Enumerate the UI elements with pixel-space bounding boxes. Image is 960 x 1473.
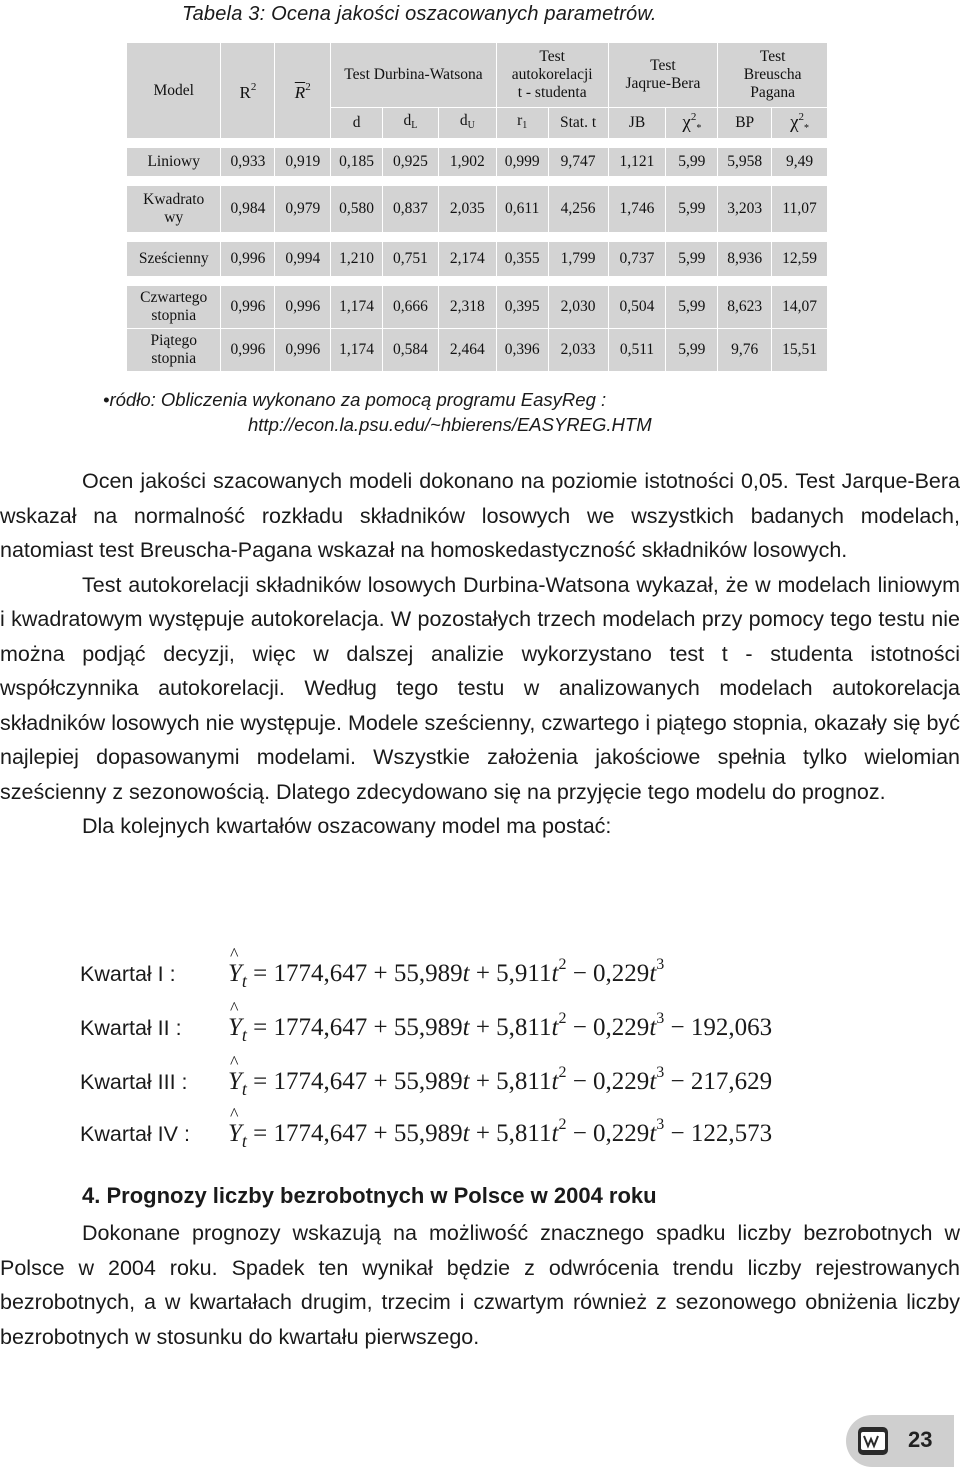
cell: 3,203 — [718, 186, 772, 233]
cell: 0,996 — [221, 286, 275, 329]
cell: 2,035 — [438, 186, 496, 233]
cell: 0,919 — [275, 148, 331, 177]
cell: 8,623 — [718, 286, 772, 329]
header-d: d — [331, 108, 383, 139]
cell: 1,799 — [548, 242, 608, 277]
cell: 5,99 — [666, 186, 718, 233]
cell: 2,174 — [438, 242, 496, 277]
table-caption: Tabela 3: Ocena jakości oszacowanych parametrów. — [182, 3, 657, 25]
header-chi-bp: $\chi^2_*$ — [772, 108, 828, 139]
stats-table-wrapper — [126, 42, 828, 367]
publisher-logo-icon — [858, 1427, 888, 1455]
row-model: Liniowy — [127, 148, 221, 177]
cell: 2,464 — [438, 329, 496, 372]
cell: 0,511 — [608, 329, 666, 372]
section-paragraph: Dokonane prognozy wskazują na możliwość znacznego spadku liczby bezrobotnych w Polsce w 2004 roku. Spadek ten wynikał będzie z odwrócenia trendu liczby rejestrowanych bezrobotnych, a w kwartałach drugim, trzecim i czwartym również z sezonowego obniżenia liczby bezrobotnych w stosunku do kwartału pierwszego. — [0, 1221, 960, 1349]
header-autocorrelation: Test autokorelacji t - studenta — [496, 43, 608, 108]
table-row — [127, 286, 828, 329]
formula-q3: Kwartał III : ^ $Y_t = 1774,647 + 55,989t + 5,811t^2 - 0,229t^3 - 217,629$ — [80, 1052, 773, 1099]
cell: 0,611 — [496, 186, 548, 233]
cell: 2,033 — [548, 329, 608, 372]
header-bp: BP — [718, 108, 772, 139]
cell: 1,121 — [608, 148, 666, 177]
source-line-1: •ródło: Obliczenia wykonano za pomocą programu EasyReg : — [103, 389, 607, 410]
cell: 9,747 — [548, 148, 608, 177]
cell: 0,837 — [383, 186, 439, 233]
cell: 0,751 — [383, 242, 439, 277]
cell: 0,355 — [496, 242, 548, 277]
cell: 4,256 — [548, 186, 608, 233]
header-jarque-bera: Test Jaqrue-Bera — [608, 43, 718, 108]
header-chi-jb: $\chi^2_*$ — [666, 108, 718, 139]
header-r2: $R^2$ — [221, 43, 275, 139]
table-row — [127, 329, 828, 372]
paragraph-3: Dla kolejnych kwartałów oszacowany model ma postać: — [82, 814, 612, 838]
paragraph-2: Test autokorelacji składników losowych Durbina-Watsona wykazał, że w modelach liniowym i kwadratowym występuje autokorelacja. W pozostałych trzech modelach przy pomocy tego testu nie można podjąć decyzji, więc w dalszej analizie wykorzystano test t - studenta istotności współczynnika autokorelacji. Według tego testu w analizowanych modelach autokorelacja składników losowych nie występuje. Modele sześcienny, czwartego i piątego stopnia, okazały się być najlepiej dopasowanymi modelami. Wszystkie założenia jakościowe spełnia tylko wielomian sześcienny z sezonowością. Dlatego zdecydowano się na przyjęcie tego modelu do prognoz. — [0, 572, 960, 804]
cell: 0,984 — [221, 186, 275, 233]
cell: 0,933 — [221, 148, 275, 177]
header-jb: JB — [608, 108, 666, 139]
cell: 5,958 — [718, 148, 772, 177]
cell: 1,174 — [331, 286, 383, 329]
page-number: 23 — [908, 1427, 933, 1452]
cell: 5,99 — [666, 329, 718, 372]
cell: 0,996 — [221, 329, 275, 372]
header-stat-t: Stat. t — [548, 108, 608, 139]
formula-q1: Kwartał I : ^ $Y_t = 1774,647 + 55,989t + 5,911t^2 - 0,229t^3$ — [80, 944, 665, 991]
section-heading: 4. Prognozy liczby bezrobotnych w Polsce w 2004 roku — [82, 1183, 657, 1208]
header-breusch-pagan: Test Breuscha Pagana — [718, 43, 828, 108]
cell: 0,996 — [221, 242, 275, 277]
paragraph-1: Ocen jakości szacowanych modeli dokonano na poziomie istotności 0,05. Test Jarque-Bera wskazał na normalność rozkładu składników losowych we wszystkich badanych modelach, natomiast test Breuscha-Pagana wskazał na homoskedastyczność składników losowych. — [0, 469, 960, 562]
cell: 0,999 — [496, 148, 548, 177]
cell: 0,185 — [331, 148, 383, 177]
cell: 0,994 — [275, 242, 331, 277]
header-model: Model — [127, 43, 221, 139]
cell: 11,07 — [772, 186, 828, 233]
header-r1: $r_1$ — [496, 108, 548, 139]
row-model: Czwartego stopnia — [127, 286, 221, 329]
cell: 14,07 — [772, 286, 828, 329]
cell: 9,49 — [772, 148, 828, 177]
cell: 5,99 — [666, 242, 718, 277]
cell: 0,996 — [275, 286, 331, 329]
header-du: $d_U$ — [438, 108, 496, 139]
stats-table — [126, 42, 828, 372]
header-dl: $d_L$ — [383, 108, 439, 139]
cell: 5,99 — [666, 148, 718, 177]
cell: 0,925 — [383, 148, 439, 177]
header-durbin-watson: Test Durbina-Watsona — [331, 43, 497, 108]
cell: 1,746 — [608, 186, 666, 233]
cell: 0,580 — [331, 186, 383, 233]
cell: 0,504 — [608, 286, 666, 329]
source-note — [103, 387, 652, 437]
cell: 2,318 — [438, 286, 496, 329]
cell: 0,666 — [383, 286, 439, 329]
table-row — [127, 186, 828, 233]
cell: 1,174 — [331, 329, 383, 372]
cell: 0,396 — [496, 329, 548, 372]
row-model: Sześcienny — [127, 242, 221, 277]
row-model: Piątego stopnia — [127, 329, 221, 372]
header-r2-adjusted: $\overline{R}^2$ — [275, 43, 331, 139]
cell: 0,395 — [496, 286, 548, 329]
cell: 5,99 — [666, 286, 718, 329]
cell: 0,996 — [275, 329, 331, 372]
table-row — [127, 148, 828, 177]
cell: 1,902 — [438, 148, 496, 177]
formula-q2: Kwartał II : ^ $Y_t = 1774,647 + 55,989t + 5,811t^2 - 0,229t^3 - 192,063$ — [80, 998, 773, 1045]
cell: 0,979 — [275, 186, 331, 233]
body-text — [0, 464, 960, 844]
cell: 9,76 — [718, 329, 772, 372]
cell: 1,210 — [331, 242, 383, 277]
page-badge — [846, 1415, 954, 1467]
cell: 0,584 — [383, 329, 439, 372]
formula-q4: Kwartał IV : ^ $Y_t = 1774,647 + 55,989t + 5,811t^2 - 0,229t^3 - 122,573$ — [80, 1104, 773, 1151]
cell: 15,51 — [772, 329, 828, 372]
cell: 8,936 — [718, 242, 772, 277]
cell: 0,737 — [608, 242, 666, 277]
source-url[interactable]: http://econ.la.psu.edu/~hbierens/EASYREG.HTM — [248, 414, 652, 435]
table-row — [127, 242, 828, 277]
cell: 2,030 — [548, 286, 608, 329]
row-model: Kwadrato wy — [127, 186, 221, 233]
cell: 12,59 — [772, 242, 828, 277]
